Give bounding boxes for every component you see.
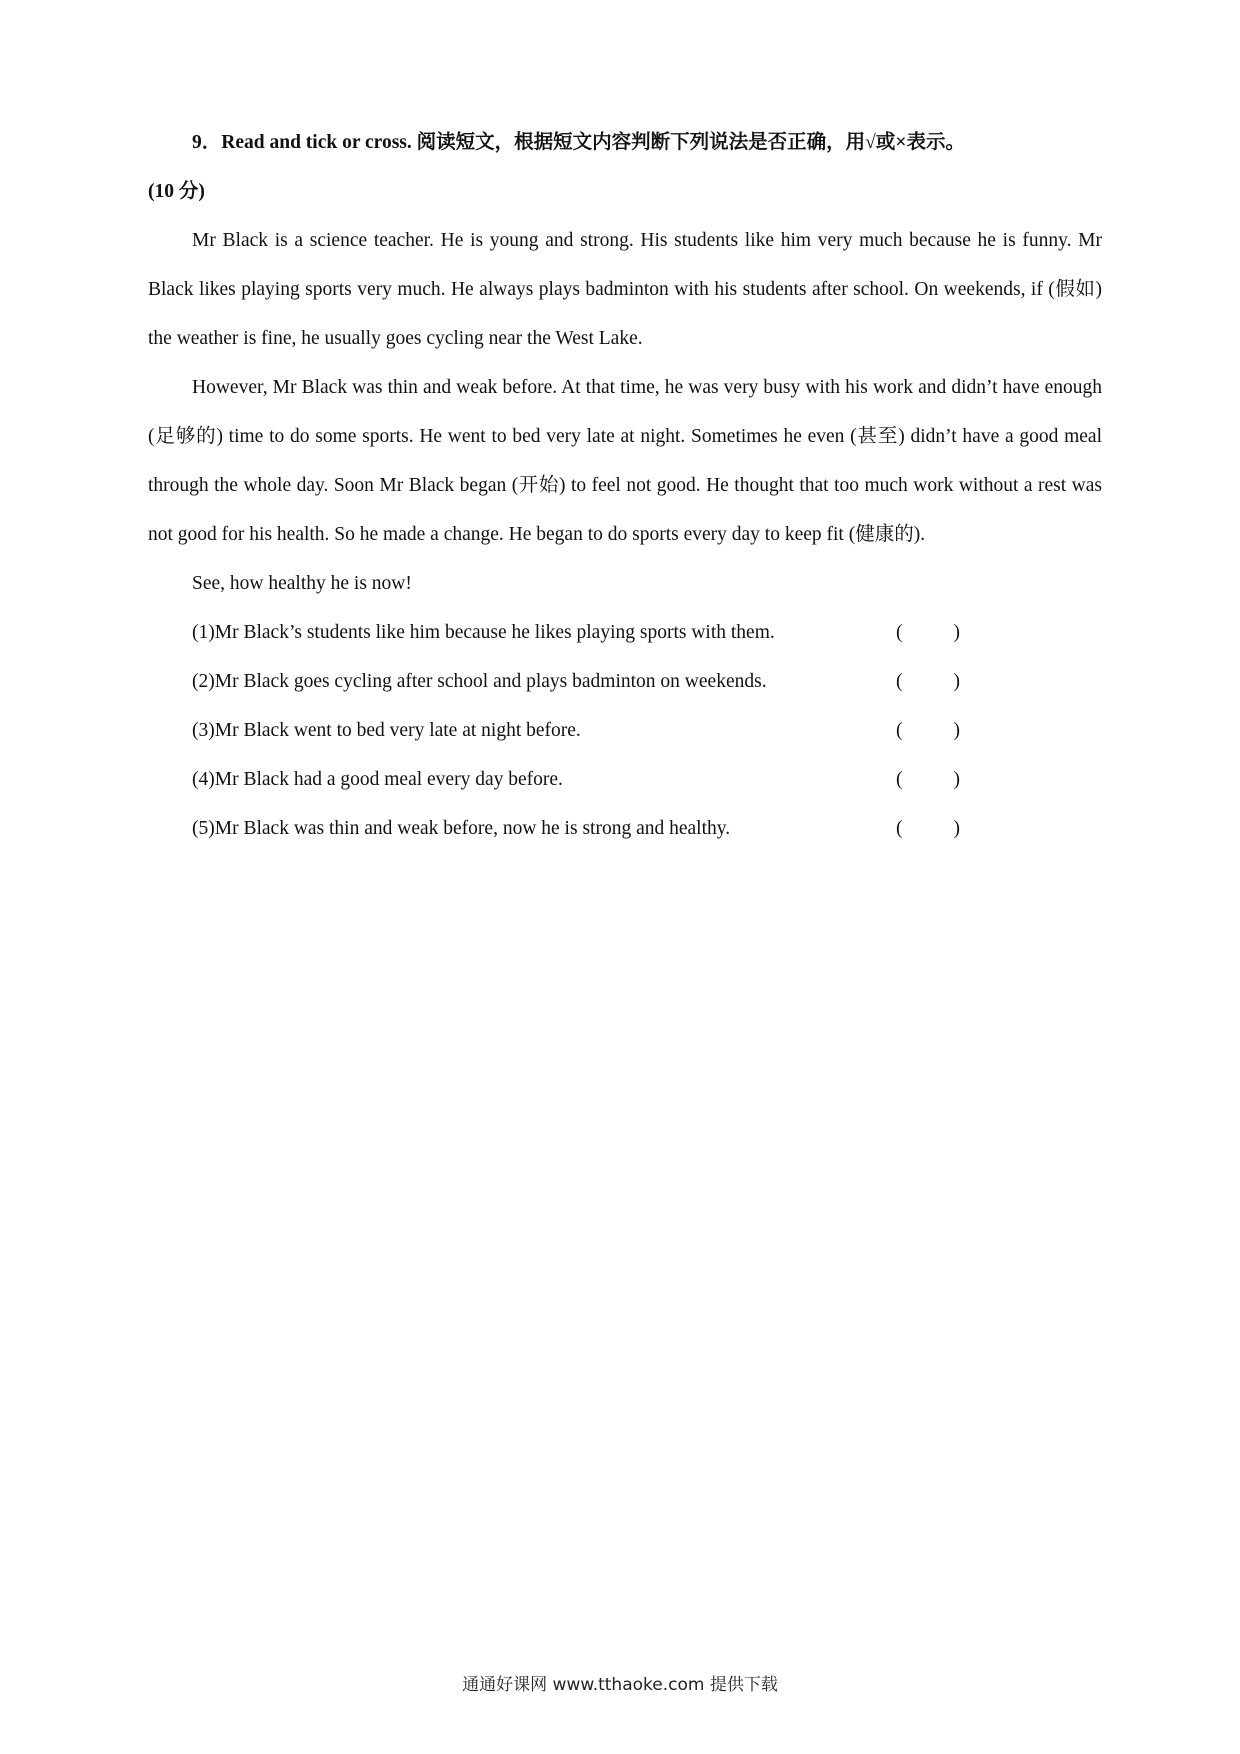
paren-close: ) xyxy=(953,769,960,790)
answer-blank-1[interactable] xyxy=(896,608,960,657)
statement-item-3 xyxy=(148,706,1102,755)
passage-paragraph-2: However, Mr Black was thin and weak before. At that time, he was very busy with his work and didn’t have enough (足够的) time to do some sports. He went to bed very late at night. Sometimes he even (甚至) didn’t have a good meal through the whole day. Soon Mr Black began (开始) to feel not good. He thought that too much work without a rest was not good for his health. So he made a change. He began to do sports every day to keep fit (健康的). xyxy=(148,377,1102,545)
statement-label: (2) xyxy=(192,671,215,692)
statement-text: Mr Black’s students like him because he likes playing sports with them. xyxy=(214,622,775,643)
statement-text: Mr Black had a good meal every day before. xyxy=(214,769,563,790)
answer-blank-5[interactable] xyxy=(896,804,960,853)
paren-open: ( xyxy=(896,818,903,839)
statement-text: Mr Black went to bed very late at night before. xyxy=(214,720,581,741)
answer-blank-3[interactable] xyxy=(896,706,960,755)
paren-close: ) xyxy=(953,622,960,643)
question-instruction: Read and tick or cross. 阅读短文，根据短文内容判断下列说法是否正确，用√或×表示。 xyxy=(221,132,965,153)
answer-blank-4[interactable] xyxy=(896,755,960,804)
question-score xyxy=(148,167,1102,216)
answer-blank-2[interactable] xyxy=(896,657,960,706)
statement-text: Mr Black goes cycling after school and plays badminton on weekends. xyxy=(214,671,767,692)
passage-paragraph-1: Mr Black is a science teacher. He is young and strong. His students like him very much because he is funny. Mr Black likes playing sports very much. He always plays badminton with his students after school. On weekends, if (假如) the weather is fine, he usually goes cycling near the West Lake. xyxy=(148,230,1102,349)
paren-close: ) xyxy=(953,720,960,741)
paren-open: ( xyxy=(896,622,903,643)
statement-label: (4) xyxy=(192,769,215,790)
page-footer: 通通好课网 www.tthaoke.com 提供下载 xyxy=(462,1675,778,1695)
statement-item-2 xyxy=(148,657,1102,706)
statement-text: Mr Black was thin and weak before, now he is strong and healthy. xyxy=(214,818,731,839)
paren-open: ( xyxy=(896,720,903,741)
question-number: 9． xyxy=(192,132,222,153)
paren-open: ( xyxy=(896,769,903,790)
statement-item-1 xyxy=(148,608,1102,657)
question-title xyxy=(148,118,1102,167)
question-block xyxy=(148,118,1102,853)
passage-paragraph-3: See, how healthy he is now! xyxy=(192,573,412,594)
paren-open: ( xyxy=(896,671,903,692)
paren-close: ) xyxy=(953,818,960,839)
paren-close: ) xyxy=(953,671,960,692)
statement-item-5 xyxy=(148,804,1102,853)
statement-item-4 xyxy=(148,755,1102,804)
statement-label: (1) xyxy=(192,622,215,643)
statement-label: (5) xyxy=(192,818,215,839)
statement-label: (3) xyxy=(192,720,215,741)
statement-list xyxy=(148,608,1102,853)
score-text: (10 分) xyxy=(148,181,205,202)
